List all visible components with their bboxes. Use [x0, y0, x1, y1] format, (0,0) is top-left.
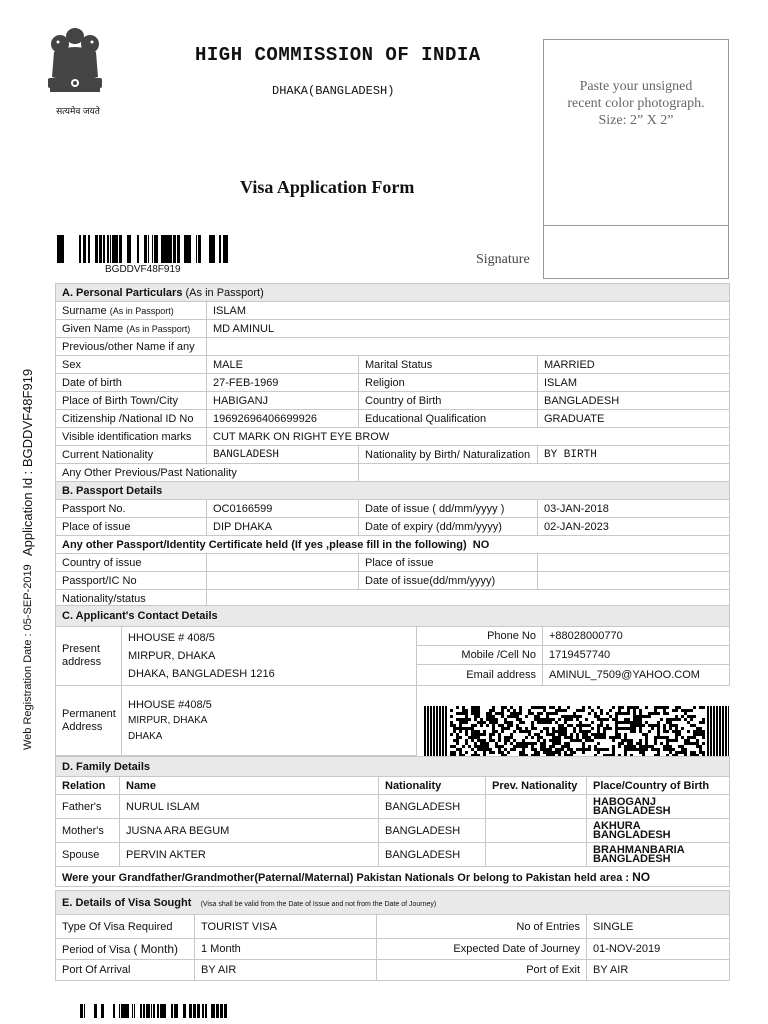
footer-barcode — [80, 1004, 230, 1018]
country-of-issue-label: Country of issue — [56, 554, 207, 572]
surname-label: Surname — [62, 304, 107, 317]
dob-label: Date of birth — [56, 374, 207, 392]
birth-place-cell: AKHURA — [593, 819, 641, 832]
passport-no-label: Passport No. — [56, 500, 207, 518]
email-label: Email address — [417, 665, 543, 686]
religion-label: Religion — [359, 374, 538, 392]
column-header: Place/Country of Birth — [587, 777, 730, 795]
place-of-issue-label: Place of issue — [56, 518, 207, 536]
phone-value: +88028000770 — [543, 627, 730, 646]
table-row — [56, 446, 730, 464]
present-address-label: Present address — [56, 627, 122, 686]
entries-value: SINGLE — [587, 915, 730, 939]
other-nationality-label: Any Other Previous/Past Nationality — [56, 464, 359, 482]
dob-value: 27-FEB-1969 — [207, 374, 359, 392]
prev-nationality-cell — [486, 819, 587, 843]
table-row — [56, 819, 730, 843]
permanent-address-label: Permanent Address — [56, 686, 122, 756]
other-nationality-value — [359, 464, 730, 482]
table-row — [56, 320, 730, 338]
table-row — [56, 795, 730, 819]
table-row — [56, 572, 730, 590]
relation-cell: Father's — [56, 795, 120, 819]
other-passport-question: Any other Passport/Identity Certificate held (If yes ,please fill in the following) — [62, 538, 467, 551]
national-id-label: Citizenship /National ID No — [56, 410, 207, 428]
education-label: Educational Qualification — [359, 410, 538, 428]
marital-status-value: MARRIED — [538, 356, 730, 374]
port-exit-label: Port of Exit — [377, 960, 587, 981]
present-address-line: MIRPUR, DHAKA — [128, 650, 216, 662]
present-address-line: DHAKA, BANGLADESH 1216 — [128, 668, 275, 680]
table-row — [56, 464, 730, 482]
place-of-issue-value: DIP DHAKA — [207, 518, 359, 536]
journey-date-value: 01-NOV-2019 — [587, 939, 730, 960]
given-name-label: Given Name — [62, 322, 124, 335]
period-label: Period of Visa — [62, 944, 131, 956]
previous-name-value — [207, 338, 730, 356]
education-value: GRADUATE — [538, 410, 730, 428]
photo-instruction-line: recent color photograph. — [567, 96, 705, 111]
web-registration-side-label: Web Registration Date : 05-SEP-2019 — [22, 564, 34, 750]
family-details-table — [55, 756, 730, 887]
section-a-title: A. Personal Particulars — [62, 286, 183, 299]
religion-value: ISLAM — [538, 374, 730, 392]
period-value: 1 Month — [195, 939, 377, 960]
given-name-note: (As in Passport) — [126, 323, 191, 334]
surname-value: ISLAM — [207, 302, 730, 320]
nationality-cell: BANGLADESH — [379, 795, 486, 819]
nationality-cell: BANGLADESH — [379, 819, 486, 843]
section-d-title: D. Family Details — [56, 757, 730, 777]
mobile-label: Mobile /Cell No — [417, 646, 543, 665]
other-place-of-issue-value — [538, 554, 730, 572]
nationality-by-value: BY BIRTH — [538, 446, 730, 464]
current-nationality-value: BANGLADESH — [207, 446, 359, 464]
permanent-address-line: DHAKA — [128, 730, 163, 742]
table-row — [56, 410, 730, 428]
relation-cell: Mother's — [56, 819, 120, 843]
table-row — [56, 843, 730, 867]
phone-label: Phone No — [417, 627, 543, 646]
date-of-expiry-label: Date of expiry (dd/mm/yyyy) — [359, 518, 538, 536]
other-passport-answer: NO — [472, 538, 490, 551]
other-place-of-issue-label: Place of issue — [359, 554, 538, 572]
present-address-line: HHOUSE # 408/5 — [128, 632, 215, 644]
section-c-header — [56, 606, 730, 627]
section-a-note: (As in Passport) — [185, 286, 264, 299]
emblem-motto: सत्यमेव जयते — [56, 106, 100, 116]
page-title: HIGH COMMISSION OF INDIA — [195, 44, 481, 66]
table-row — [56, 374, 730, 392]
sex-value: MALE — [207, 356, 359, 374]
nationality-status-label: Nationality/status — [56, 590, 207, 608]
port-arrival-value: BY AIR — [195, 960, 377, 981]
column-header: Nationality — [379, 777, 486, 795]
section-d-header — [56, 757, 730, 777]
relation-cell: Spouse — [56, 843, 120, 867]
birth-place-cell: HABOGANJ — [593, 795, 656, 808]
port-exit-value: BY AIR — [587, 960, 730, 981]
birth-country-cell: BANGLADESH — [593, 804, 671, 817]
section-e-header — [56, 891, 730, 915]
table-row — [56, 867, 730, 887]
family-table-header-row — [56, 777, 730, 795]
prev-nationality-cell — [486, 843, 587, 867]
birth-place-cell: BRAHMANBARIA — [593, 843, 685, 856]
column-header: Name — [120, 777, 379, 795]
nationality-cell: BANGLADESH — [379, 843, 486, 867]
signature-box — [543, 226, 729, 279]
section-a-header — [56, 284, 730, 302]
period-note: ( Month) — [133, 942, 179, 956]
pakistan-question: Were your Grandfather/Grandmother(Paternal/Maternal) Pakistan Nationals Or belong to Pakistan held area : — [62, 871, 630, 884]
email-value: AMINUL_7509@YAHOO.COM — [543, 665, 730, 686]
nationality-by-label: Nationality by Birth/ Naturalization — [359, 446, 538, 464]
table-row — [56, 392, 730, 410]
permanent-address-line: MIRPUR, DHAKA — [128, 714, 208, 726]
table-row — [56, 356, 730, 374]
visa-type-label: Type Of Visa Required — [56, 915, 195, 939]
barcode-text: BGDDVF48F919 — [105, 264, 181, 275]
photo-instruction-line: Paste your unsigned — [579, 79, 693, 94]
visa-type-value: TOURIST VISA — [195, 915, 377, 939]
personal-passport-table — [55, 283, 730, 608]
photo-instruction-line: Size: 2” X 2” — [598, 113, 674, 128]
sex-label: Sex — [56, 356, 207, 374]
table-row — [56, 627, 730, 646]
visa-details-table — [55, 890, 730, 981]
section-b-header — [56, 482, 730, 500]
marital-status-label: Marital Status — [359, 356, 538, 374]
page-subtitle: DHAKA(BANGLADESH) — [272, 84, 395, 98]
previous-name-label: Previous/other Name if any — [56, 338, 207, 356]
table-row — [56, 960, 730, 981]
section-e-note: (Visa shall be valid from the Date of Issue and not from the Date of Journey) — [200, 900, 437, 908]
date-of-issue-value: 03-JAN-2018 — [538, 500, 730, 518]
other-date-of-issue-value — [538, 572, 730, 590]
permanent-address-line: HHOUSE #408/5 — [128, 698, 212, 711]
port-arrival-label: Port Of Arrival — [56, 960, 195, 981]
name-cell: NURUL ISLAM — [120, 795, 379, 819]
pakistan-answer: NO — [632, 869, 651, 884]
identification-marks-value: CUT MARK ON RIGHT EYE BROW — [207, 428, 730, 446]
table-row — [56, 536, 730, 554]
application-id-side-label: Application Id : BGDDVF48F919 — [20, 368, 35, 556]
birth-country-cell: BANGLADESH — [593, 852, 671, 865]
country-of-birth-value: BANGLADESH — [538, 392, 730, 410]
passport-ic-value — [207, 572, 359, 590]
surname-note: (As in Passport) — [109, 305, 174, 316]
column-header: Relation — [56, 777, 120, 795]
table-row — [56, 500, 730, 518]
identification-marks-label: Visible identification marks — [56, 428, 207, 446]
section-c-title: C. Applicant's Contact Details — [56, 606, 730, 627]
given-name-value: MD AMINUL — [207, 320, 730, 338]
birth-country-cell: BANGLADESH — [593, 828, 671, 841]
photo-box — [543, 39, 729, 226]
journey-date-label: Expected Date of Journey — [377, 939, 587, 960]
current-nationality-label: Current Nationality — [56, 446, 207, 464]
column-header: Prev. Nationality — [486, 777, 587, 795]
table-row — [56, 554, 730, 572]
mobile-value: 1719457740 — [543, 646, 730, 665]
passport-ic-label: Passport/IC No — [56, 572, 207, 590]
table-row — [56, 338, 730, 356]
table-row — [56, 518, 730, 536]
prev-nationality-cell — [486, 795, 587, 819]
application-barcode — [57, 235, 231, 263]
table-row — [56, 939, 730, 960]
date-of-issue-label: Date of issue ( dd/mm/yyyy ) — [359, 500, 538, 518]
name-cell: JUSNA ARA BEGUM — [120, 819, 379, 843]
table-row — [56, 302, 730, 320]
place-of-birth-value: HABIGANJ — [207, 392, 359, 410]
section-b-title: B. Passport Details — [56, 482, 730, 500]
form-title: Visa Application Form — [240, 177, 415, 197]
date-of-expiry-value: 02-JAN-2023 — [538, 518, 730, 536]
country-of-issue-value — [207, 554, 359, 572]
section-e-title: E. Details of Visa Sought — [62, 896, 192, 909]
table-row — [56, 915, 730, 939]
country-of-birth-label: Country of Birth — [359, 392, 538, 410]
other-date-of-issue-label: Date of issue(dd/mm/yyyy) — [359, 572, 538, 590]
place-of-birth-label: Place of Birth Town/City — [56, 392, 207, 410]
name-cell: PERVIN AKTER — [120, 843, 379, 867]
table-row — [56, 428, 730, 446]
signature-label: Signature — [476, 252, 530, 267]
entries-label: No of Entries — [377, 915, 587, 939]
passport-no-value: OC0166599 — [207, 500, 359, 518]
national-id-value: 19692696406699926 — [207, 410, 359, 428]
